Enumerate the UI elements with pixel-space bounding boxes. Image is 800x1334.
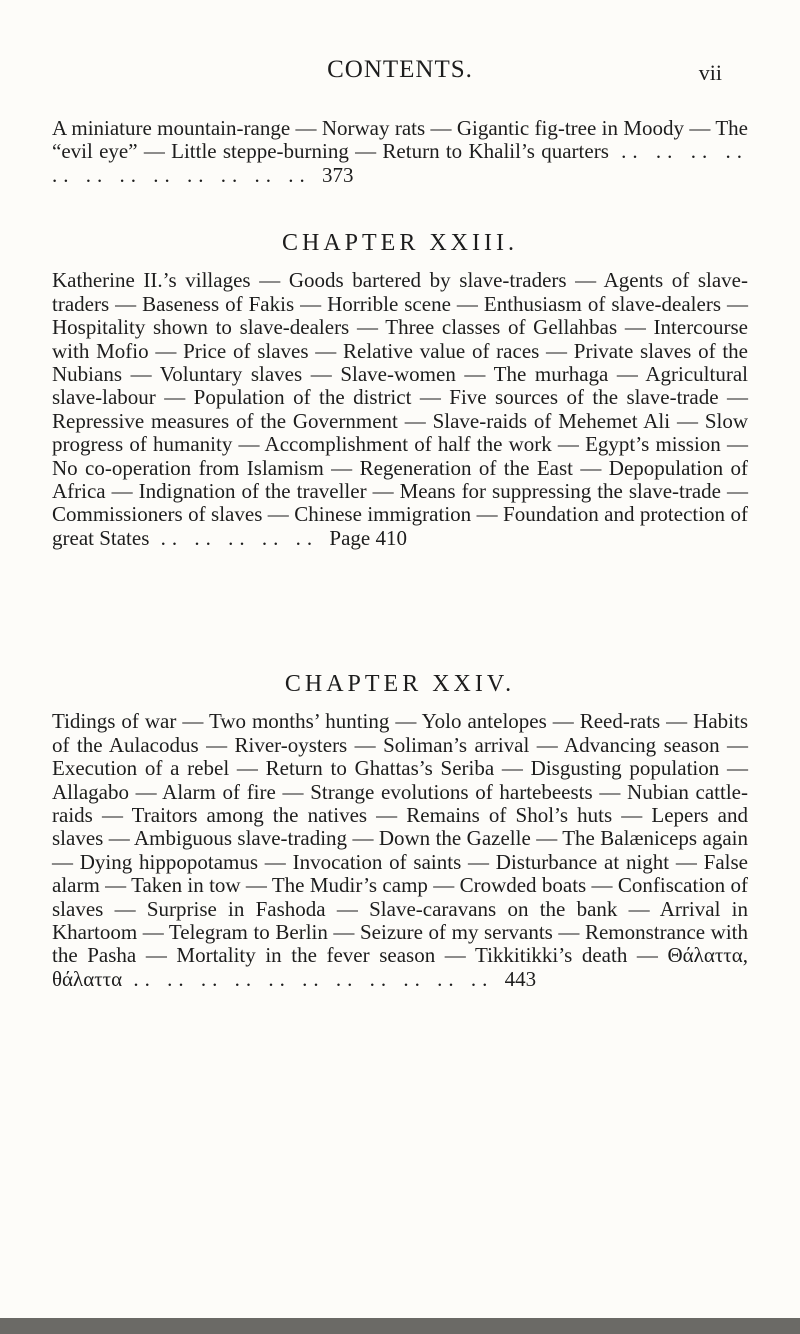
dot-leader: .. .. .. .. .. <box>149 525 330 550</box>
entry-summary: Tidings of war — Two months’ hunting — Yolo antelopes — Reed-rats — Habits of the Aulacodus — River-oysters — Soliman’s arrival — Advancing season — Execution of a rebel — Return to Ghattas’s Seriba — Disgusting population — Allagabo — Alarm of fire — Strange evolutions of hartebeests — Nubian cattle-raids — Traitors among the natives — Remains of Shol’s huts — Lepers and slaves — Ambiguous slave-trading — Down the Gazelle — The Balæniceps again — Dying hippopotamus — Invocation of saints — Disturbance at night — False alarm — Taken in tow — The Mudir’s camp — Crowded boats — Confiscation of slaves — Surprise in Fashoda — Slave-caravans on the bank — Arrival in Khartoom — Telegram to Berlin — Seizure of my servants — Remonstrance with the Pasha — Mortality in the fever season — Tikkitikki’s death — Θάλαττα, θάλαττα <box>52 709 748 991</box>
entry-page-number: Page 410 <box>329 525 407 550</box>
intro-entry <box>52 117 748 187</box>
running-head <box>0 56 800 96</box>
chapter-23-section <box>52 232 748 550</box>
entry-summary: A miniature mountain-range — Norway rats — Gigantic fig-tree in Moody — The “evil eye” — Little steppe-burning — Return to Khalil’s quarters <box>52 116 748 164</box>
dot-leader: .. .. .. .. .. .. .. .. .. .. .. <box>122 966 505 991</box>
scan-edge-bar <box>0 1318 800 1334</box>
entry-page-number: 443 <box>504 966 537 991</box>
entry-summary: Katherine II.’s villages — Goods bartered by slave-traders — Agents of slave-traders — Baseness of Fakis — Horrible scene — Enthusiasm of slave-dealers — Hospitality shown to slave-dealers — Three classes of Gellahbas — Intercourse with Mofio — Price of slaves — Relative value of races — Private slaves of the Nubians — Voluntary slaves — Slave-women — The murhaga — Agricultural slave-labour — Population of the district — Five sources of the slave-trade — Repressive measures of the Government — Slave-raids of Mehemet Ali — Slow progress of humanity — Accomplishment of half the work — Egypt’s mission — No co-operation from Islamism — Regeneration of the East — Depopulation of Africa — Indignation of the traveller — Means for suppressing the slave-trade — Commissioners of slaves — Chinese immigration — Foundation and protection of great States <box>52 268 748 550</box>
chapter-24-section <box>52 673 748 991</box>
contents-entry <box>52 117 748 187</box>
chapter-heading: CHAPTER XXIII. <box>282 230 518 256</box>
chapter-heading: CHAPTER XXIV. <box>284 671 516 697</box>
contents-entry <box>52 269 748 550</box>
running-title: CONTENTS. <box>327 56 473 83</box>
contents-entry <box>52 710 748 991</box>
entry-page-number: 373 <box>322 162 354 187</box>
dot-leader: .. .. .. .. .. .. .. .. .. .. .. .. <box>52 139 748 187</box>
page-number: vii <box>698 60 722 85</box>
